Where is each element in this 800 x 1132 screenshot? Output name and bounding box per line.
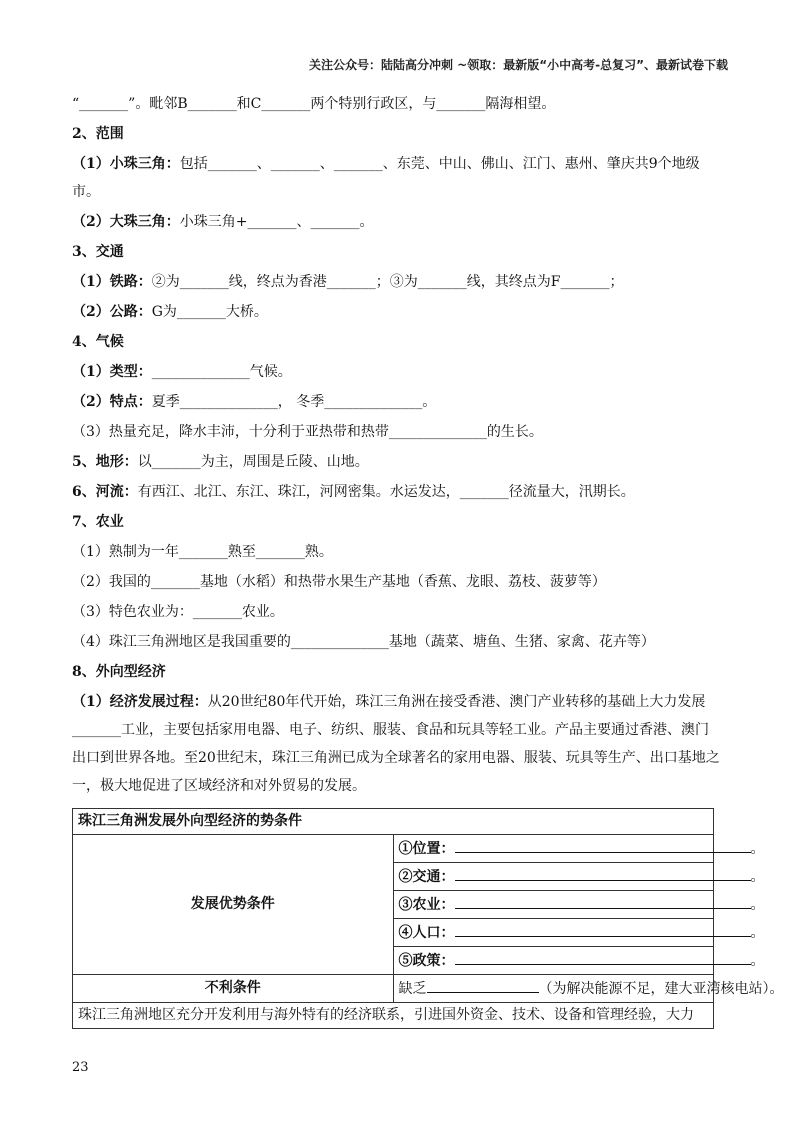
line-text: ②为_______线，终点为香港_______；③为_______线，其终点为F_______；: [151, 274, 624, 290]
item-label: 6、河流：: [72, 484, 138, 500]
summary-row: [73, 1003, 714, 1029]
worksheet-line: [72, 364, 732, 381]
line-text: 从20世纪80年代开始，珠江三角洲在接受香港、澳门产业转移的基础上大力发展: [207, 694, 706, 710]
line-text: 一，极大地促进了区域经济和对外贸易的发展。: [72, 778, 366, 794]
item-label: （1）经济发展过程：: [72, 694, 208, 710]
line-text: 以_______为主，周围是丘陵、山地。: [137, 454, 369, 470]
line-text: （4）珠江三角洲地区是我国重要的______________基地（蔬菜、塘鱼、生猪、家禽、花卉等）: [72, 634, 655, 650]
worksheet-line: [72, 394, 732, 411]
line-text: 包括_______、_______、_______、东莞、中山、佛山、江门、惠州、肇庆共9个地级: [179, 156, 700, 172]
line-text: 夏季______________， 冬季______________。: [151, 394, 437, 410]
answer-blank[interactable]: [455, 950, 751, 965]
advantage-item-label: ③农业：: [398, 897, 455, 913]
advantage-item: ⑤政策： 。: [393, 947, 714, 975]
line-text: （1）熟制为一年_______熟至_______熟。: [72, 544, 333, 560]
worksheet-line: [72, 184, 732, 201]
line-text: 8、外向型经济: [72, 664, 166, 680]
line-text: 2、范围: [72, 126, 124, 142]
section-heading: [72, 126, 732, 143]
line-text: 有西江、北江、东江、珠江，河网密集。水运发达，_______径流量大，汛期长。: [137, 484, 635, 500]
section-heading: [72, 244, 732, 261]
table-title-row: [73, 809, 714, 835]
worksheet-line: [72, 454, 732, 471]
line-text: 小珠三角+_______、_______。: [179, 214, 374, 230]
worksheet-line: [72, 604, 732, 621]
item-label: （2）特点：: [72, 394, 152, 410]
disadvantage-label: 不利条件: [73, 975, 394, 1003]
disadvantage-row: [73, 975, 714, 1003]
answer-blank[interactable]: [455, 894, 751, 909]
section-heading: [72, 664, 732, 681]
advantage-item: ③农业： 。: [393, 891, 714, 919]
line-text: （3）热量充足，降水丰沛，十分利于亚热带和热带______________的生长。: [72, 424, 543, 440]
answer-blank[interactable]: [427, 978, 539, 993]
worksheet-line: [72, 750, 732, 767]
worksheet-line: [72, 274, 732, 291]
worksheet-line: [72, 544, 732, 561]
section-heading: [72, 514, 732, 531]
line-text: ______________气候。: [151, 364, 292, 380]
worksheet-content: [72, 96, 784, 1029]
worksheet-line: [72, 96, 732, 113]
worksheet-lines: [72, 96, 732, 795]
advantage-item-label: ④人口：: [398, 925, 455, 941]
item-label: （1）类型：: [72, 364, 152, 380]
advantage-item: ④人口： 。: [393, 919, 714, 947]
worksheet-line: [72, 778, 732, 795]
worksheet-line: [72, 694, 732, 711]
line-text: （2）我国的_______基地（水稻）和热带水果生产基地（香蕉、龙眼、荔枝、菠萝等）: [72, 574, 606, 590]
advantage-item-label: ①位置：: [398, 841, 455, 857]
page-number: 23: [72, 1060, 89, 1075]
line-text: G为_______大桥。: [151, 304, 268, 320]
answer-blank[interactable]: [455, 922, 751, 937]
disadvantage-item: 缺乏 （为解决能源不足，建大亚湾核电站）。: [393, 975, 714, 1003]
line-text: 7、农业: [72, 514, 124, 530]
line-text: _______工业，主要包括家用电器、电子、纺织、服装、食品和玩具等轻工业。产品主要通过香港、澳门: [72, 722, 709, 738]
advantage-item-label: ⑤政策：: [398, 953, 455, 969]
conditions-table: [72, 808, 784, 1029]
item-label: （1）小珠三角：: [72, 156, 180, 172]
section-heading: [72, 334, 732, 351]
line-text: （3）特色农业为：_______农业。: [72, 604, 284, 620]
line-text: 出口到世界各地。至20世纪末，珠江三角洲已成为全球著名的家用电器、服装、玩具等生产、出口基地之: [72, 750, 720, 766]
line-text: “_______”。毗邻B_______和C_______两个特别行政区，与_______隔海相望。: [72, 96, 556, 112]
page-header: 关注公众号：陆陆高分冲刺 ~领取：最新版“小中高考-总复习”、最新试卷下载: [309, 58, 728, 72]
item-label: （1）铁路：: [72, 274, 152, 290]
worksheet-line: [72, 214, 732, 231]
worksheet-line: [72, 574, 732, 591]
worksheet-line: [72, 156, 732, 173]
worksheet-line: [72, 722, 732, 739]
item-label: （2）大珠三角：: [72, 214, 180, 230]
advantage-label: 发展优势条件: [73, 835, 394, 975]
answer-blank[interactable]: [455, 866, 751, 881]
line-text: 4、气候: [72, 334, 124, 350]
table-title: 珠江三角洲发展外向型经济的势条件: [73, 809, 714, 835]
line-text: 3、交通: [72, 244, 124, 260]
item-label: （2）公路：: [72, 304, 152, 320]
worksheet-line: [72, 304, 732, 321]
worksheet-line: [72, 424, 732, 441]
advantage-row: [73, 835, 714, 863]
line-text: 市。: [72, 184, 100, 200]
worksheet-line: [72, 634, 732, 651]
item-label: 5、地形：: [72, 454, 138, 470]
answer-blank[interactable]: [455, 838, 751, 853]
advantage-item-label: ②交通：: [398, 869, 455, 885]
worksheet-line: [72, 484, 732, 501]
advantage-item: ②交通： 。: [393, 863, 714, 891]
advantage-item: ①位置： 。: [393, 835, 714, 863]
summary-text: 珠江三角洲地区充分开发利用与海外特有的经济联系，引进国外资金、技术、设备和管理经验，大力: [73, 1003, 714, 1029]
